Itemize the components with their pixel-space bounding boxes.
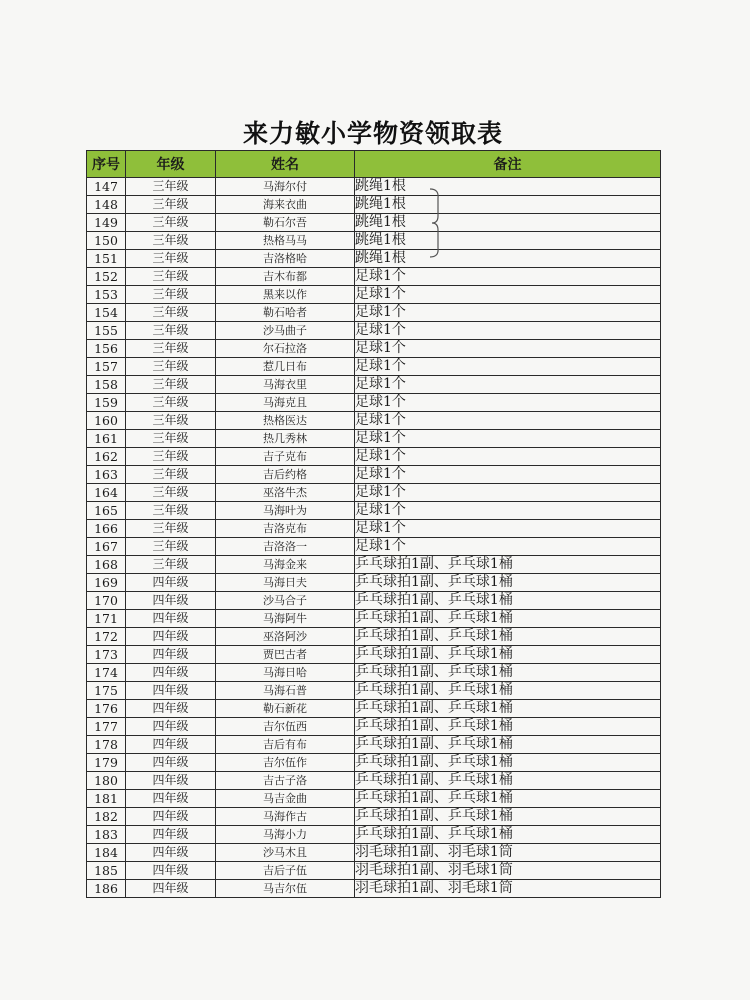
cell-grade: 三年级 (126, 340, 216, 358)
cell-note: 跳绳1根 (355, 196, 661, 214)
cell-grade: 三年级 (126, 430, 216, 448)
table-row (87, 178, 661, 196)
table-row (87, 484, 661, 502)
cell-no: 177 (87, 718, 126, 736)
table-row (87, 448, 661, 466)
cell-note: 足球1个 (355, 502, 661, 520)
cell-grade: 三年级 (126, 376, 216, 394)
cell-note: 乒乓球拍1副、乒乓球1桶 (355, 682, 661, 700)
cell-no: 156 (87, 340, 126, 358)
cell-name: 沙马曲子 (216, 322, 355, 340)
cell-note: 乒乓球拍1副、乒乓球1桶 (355, 718, 661, 736)
table-row (87, 466, 661, 484)
cell-name: 马海金来 (216, 556, 355, 574)
cell-note: 乒乓球拍1副、乒乓球1桶 (355, 574, 661, 592)
cell-grade: 三年级 (126, 394, 216, 412)
cell-note: 乒乓球拍1副、乒乓球1桶 (355, 772, 661, 790)
cell-grade: 三年级 (126, 520, 216, 538)
cell-name: 勒石尔吾 (216, 214, 355, 232)
cell-no: 174 (87, 664, 126, 682)
cell-name: 吉后有布 (216, 736, 355, 754)
cell-name: 马海尔付 (216, 178, 355, 196)
cell-grade: 三年级 (126, 196, 216, 214)
cell-name: 吉尔伍作 (216, 754, 355, 772)
table-row (87, 322, 661, 340)
cell-note: 足球1个 (355, 538, 661, 556)
cell-grade: 三年级 (126, 322, 216, 340)
table-row (87, 412, 661, 430)
cell-name: 惹几日布 (216, 358, 355, 376)
cell-note: 足球1个 (355, 376, 661, 394)
cell-note: 足球1个 (355, 484, 661, 502)
cell-no: 184 (87, 844, 126, 862)
cell-name: 吉洛格哈 (216, 250, 355, 268)
cell-grade: 四年级 (126, 700, 216, 718)
cell-grade: 四年级 (126, 610, 216, 628)
cell-grade: 三年级 (126, 484, 216, 502)
cell-name: 马海作古 (216, 808, 355, 826)
cell-no: 175 (87, 682, 126, 700)
cell-name: 吉木布都 (216, 268, 355, 286)
table-row (87, 250, 661, 268)
cell-name: 马海叶为 (216, 502, 355, 520)
table-row (87, 358, 661, 376)
cell-note: 足球1个 (355, 268, 661, 286)
table-row (87, 394, 661, 412)
cell-grade: 四年级 (126, 718, 216, 736)
cell-grade: 三年级 (126, 502, 216, 520)
cell-no: 162 (87, 448, 126, 466)
cell-grade: 四年级 (126, 646, 216, 664)
table-row (87, 304, 661, 322)
cell-grade: 四年级 (126, 862, 216, 880)
cell-note: 跳绳1根 (355, 232, 661, 250)
table-row (87, 538, 661, 556)
header-note: 备注 (355, 151, 661, 178)
cell-name: 贾巴古者 (216, 646, 355, 664)
cell-grade: 四年级 (126, 880, 216, 898)
cell-note: 跳绳1根 (355, 214, 661, 232)
cell-name: 热格马马 (216, 232, 355, 250)
cell-no: 160 (87, 412, 126, 430)
cell-no: 169 (87, 574, 126, 592)
cell-no: 151 (87, 250, 126, 268)
table-row (87, 664, 661, 682)
cell-note: 足球1个 (355, 394, 661, 412)
table-row (87, 520, 661, 538)
cell-name: 尔石拉洛 (216, 340, 355, 358)
table-row (87, 844, 661, 862)
table-row (87, 682, 661, 700)
cell-note: 羽毛球拍1副、羽毛球1筒 (355, 880, 661, 898)
cell-note: 乒乓球拍1副、乒乓球1桶 (355, 646, 661, 664)
cell-name: 吉子克布 (216, 448, 355, 466)
cell-grade: 四年级 (126, 736, 216, 754)
cell-note: 足球1个 (355, 304, 661, 322)
cell-no: 172 (87, 628, 126, 646)
cell-name: 吉尔伍西 (216, 718, 355, 736)
cell-note: 足球1个 (355, 340, 661, 358)
cell-note: 足球1个 (355, 430, 661, 448)
table-row (87, 610, 661, 628)
cell-name: 吉洛克布 (216, 520, 355, 538)
cell-grade: 三年级 (126, 538, 216, 556)
cell-name: 巫洛牛杰 (216, 484, 355, 502)
cell-note: 足球1个 (355, 286, 661, 304)
cell-note: 乒乓球拍1副、乒乓球1桶 (355, 754, 661, 772)
cell-no: 178 (87, 736, 126, 754)
table-row (87, 556, 661, 574)
table-row (87, 574, 661, 592)
header-grade: 年级 (126, 151, 216, 178)
cell-name: 马吉尔伍 (216, 880, 355, 898)
cell-grade: 三年级 (126, 250, 216, 268)
table-row (87, 862, 661, 880)
cell-no: 166 (87, 520, 126, 538)
cell-grade: 三年级 (126, 556, 216, 574)
cell-no: 171 (87, 610, 126, 628)
table-row (87, 592, 661, 610)
cell-name: 沙马木且 (216, 844, 355, 862)
cell-note: 跳绳1根 (355, 250, 661, 268)
cell-no: 173 (87, 646, 126, 664)
cell-no: 181 (87, 790, 126, 808)
cell-name: 吉洛洛一 (216, 538, 355, 556)
table-row (87, 430, 661, 448)
cell-note: 乒乓球拍1副、乒乓球1桶 (355, 700, 661, 718)
cell-no: 168 (87, 556, 126, 574)
cell-note: 乒乓球拍1副、乒乓球1桶 (355, 592, 661, 610)
cell-no: 163 (87, 466, 126, 484)
cell-name: 热格医达 (216, 412, 355, 430)
cell-name: 巫洛阿沙 (216, 628, 355, 646)
cell-no: 155 (87, 322, 126, 340)
cell-no: 154 (87, 304, 126, 322)
cell-name: 黑来以作 (216, 286, 355, 304)
cell-no: 149 (87, 214, 126, 232)
cell-no: 165 (87, 502, 126, 520)
cell-name: 马海阿牛 (216, 610, 355, 628)
cell-name: 热几秀林 (216, 430, 355, 448)
table-row (87, 880, 661, 898)
cell-note: 足球1个 (355, 412, 661, 430)
table-row (87, 232, 661, 250)
table-row (87, 268, 661, 286)
cell-no: 153 (87, 286, 126, 304)
cell-name: 马海克且 (216, 394, 355, 412)
cell-no: 186 (87, 880, 126, 898)
table-row (87, 754, 661, 772)
cell-grade: 三年级 (126, 412, 216, 430)
cell-no: 157 (87, 358, 126, 376)
cell-name: 沙马合子 (216, 592, 355, 610)
cell-grade: 四年级 (126, 682, 216, 700)
header-no: 序号 (87, 151, 126, 178)
cell-grade: 四年级 (126, 574, 216, 592)
cell-name: 勒石新花 (216, 700, 355, 718)
cell-no: 176 (87, 700, 126, 718)
table-row (87, 628, 661, 646)
table-row (87, 700, 661, 718)
cell-name: 吉古子洛 (216, 772, 355, 790)
cell-no: 158 (87, 376, 126, 394)
cell-grade: 三年级 (126, 232, 216, 250)
table-row (87, 502, 661, 520)
page-title: 来力敏小学物资领取表 (242, 119, 503, 148)
cell-note: 乒乓球拍1副、乒乓球1桶 (355, 664, 661, 682)
header-row (87, 151, 661, 178)
cell-grade: 四年级 (126, 592, 216, 610)
cell-note: 乒乓球拍1副、乒乓球1桶 (355, 790, 661, 808)
cell-name: 马吉金曲 (216, 790, 355, 808)
cell-grade: 四年级 (126, 826, 216, 844)
table-row (87, 808, 661, 826)
supply-table (86, 150, 661, 898)
cell-name: 马海衣里 (216, 376, 355, 394)
cell-no: 182 (87, 808, 126, 826)
cell-grade: 四年级 (126, 628, 216, 646)
table-body (87, 178, 661, 898)
cell-grade: 三年级 (126, 268, 216, 286)
cell-no: 161 (87, 430, 126, 448)
cell-name: 勒石哈者 (216, 304, 355, 322)
cell-grade: 四年级 (126, 844, 216, 862)
cell-note: 足球1个 (355, 466, 661, 484)
table-row (87, 196, 661, 214)
cell-no: 164 (87, 484, 126, 502)
table-row (87, 772, 661, 790)
cell-name: 吉后约格 (216, 466, 355, 484)
table-row (87, 286, 661, 304)
cell-note: 足球1个 (355, 322, 661, 340)
cell-no: 170 (87, 592, 126, 610)
cell-grade: 三年级 (126, 466, 216, 484)
cell-no: 148 (87, 196, 126, 214)
cell-note: 足球1个 (355, 520, 661, 538)
cell-note: 跳绳1根 (355, 178, 661, 196)
header-name: 姓名 (216, 151, 355, 178)
cell-grade: 三年级 (126, 178, 216, 196)
table-row (87, 736, 661, 754)
table-row (87, 826, 661, 844)
cell-no: 152 (87, 268, 126, 286)
cell-no: 180 (87, 772, 126, 790)
cell-grade: 四年级 (126, 664, 216, 682)
cell-name: 马海日夫 (216, 574, 355, 592)
cell-note: 乒乓球拍1副、乒乓球1桶 (355, 628, 661, 646)
cell-name: 马海小力 (216, 826, 355, 844)
cell-grade: 三年级 (126, 448, 216, 466)
cell-grade: 三年级 (126, 286, 216, 304)
cell-no: 179 (87, 754, 126, 772)
table-row (87, 340, 661, 358)
cell-grade: 三年级 (126, 358, 216, 376)
cell-note: 乒乓球拍1副、乒乓球1桶 (355, 610, 661, 628)
table-row (87, 790, 661, 808)
cell-name: 马海日哈 (216, 664, 355, 682)
cell-name: 海来衣曲 (216, 196, 355, 214)
table-header (87, 151, 661, 178)
cell-no: 185 (87, 862, 126, 880)
cell-no: 167 (87, 538, 126, 556)
cell-grade: 四年级 (126, 808, 216, 826)
cell-note: 乒乓球拍1副、乒乓球1桶 (355, 736, 661, 754)
table-row (87, 718, 661, 736)
cell-note: 乒乓球拍1副、乒乓球1桶 (355, 556, 661, 574)
cell-grade: 四年级 (126, 772, 216, 790)
cell-note: 羽毛球拍1副、羽毛球1筒 (355, 862, 661, 880)
cell-no: 159 (87, 394, 126, 412)
cell-note: 足球1个 (355, 358, 661, 376)
cell-grade: 三年级 (126, 214, 216, 232)
table-row (87, 646, 661, 664)
table-row (87, 214, 661, 232)
cell-name: 吉后子伍 (216, 862, 355, 880)
cell-note: 乒乓球拍1副、乒乓球1桶 (355, 808, 661, 826)
cell-no: 147 (87, 178, 126, 196)
cell-grade: 四年级 (126, 754, 216, 772)
cell-grade: 四年级 (126, 790, 216, 808)
cell-no: 150 (87, 232, 126, 250)
cell-note: 乒乓球拍1副、乒乓球1桶 (355, 826, 661, 844)
cell-grade: 三年级 (126, 304, 216, 322)
table-row (87, 376, 661, 394)
cell-no: 183 (87, 826, 126, 844)
cell-note: 足球1个 (355, 448, 661, 466)
cell-name: 马海石普 (216, 682, 355, 700)
cell-note: 羽毛球拍1副、羽毛球1筒 (355, 844, 661, 862)
